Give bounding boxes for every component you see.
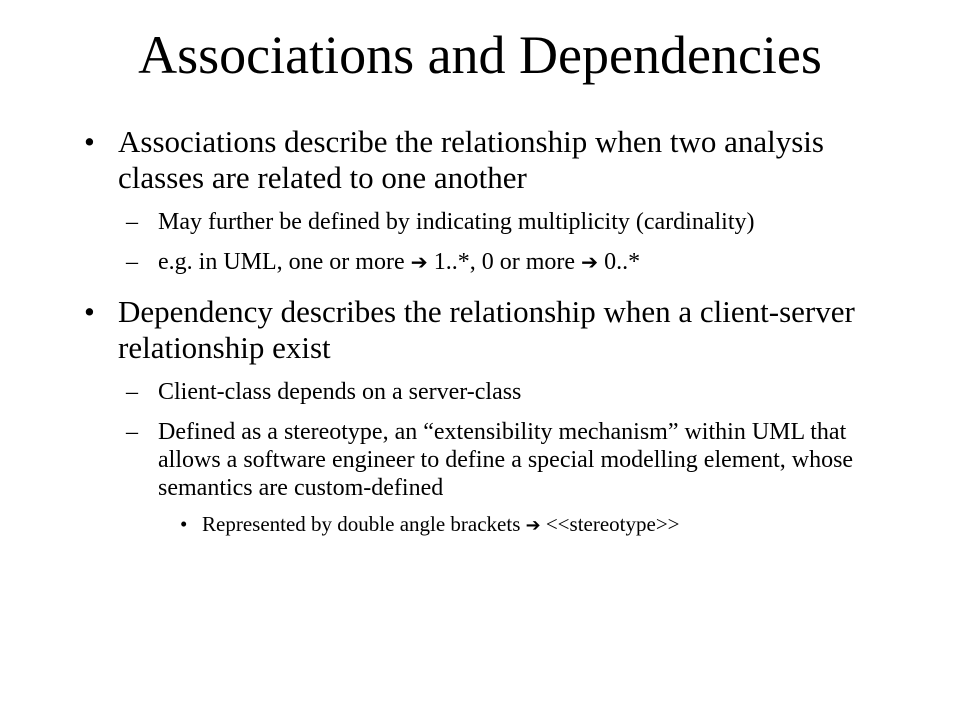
bullet-dependency <box>80 294 890 366</box>
sub-bullet-text: Client-class depends on a server-class <box>158 379 522 405</box>
dash-marker: – <box>126 379 138 405</box>
slide-title: Associations and Dependencies <box>138 25 822 85</box>
sub-bullet-text: Defined as a stereotype, an “extensibility mechanism” within UML that allows a software engineer to define a special modelling element, whose semantics are custom-defined <box>158 419 854 501</box>
dash-marker: – <box>126 419 138 445</box>
right-arrow-icon: ➔ <box>525 515 541 536</box>
bullet-dot: • <box>84 294 95 329</box>
sub-sub-bullet-text-part2: <<stereotype>> <box>545 512 680 536</box>
sub-bullet-multiplicity <box>80 208 890 236</box>
bullet-text: Dependency describes the relationship when a client-server relationship exist <box>118 294 855 365</box>
sub-bullet-text-part2: 1..*, 0 or more <box>433 249 576 275</box>
right-arrow-icon: ➔ <box>410 250 428 274</box>
sub-bullet-client-class <box>80 378 890 406</box>
sub-bullet-text-part1: e.g. in UML, one or more <box>158 249 405 275</box>
sub-bullet-text: May further be defined by indicating multiplicity (cardinality) <box>158 209 755 235</box>
bullet-associations <box>80 124 890 196</box>
sub-sub-bullet-represented <box>80 512 890 538</box>
sub-bullet-text-part3: 0..* <box>604 249 641 275</box>
bullet-dot: • <box>180 512 188 536</box>
slide-content <box>80 116 890 538</box>
sub-sub-bullet-text-part1: Represented by double angle brackets <box>202 512 521 536</box>
bullet-dot: • <box>84 124 95 159</box>
right-arrow-icon: ➔ <box>581 250 599 274</box>
dash-marker: – <box>126 209 138 235</box>
bullet-text: Associations describe the relationship when two analysis classes are related to one another <box>118 124 824 195</box>
sub-bullet-uml-example <box>80 248 890 276</box>
dash-marker: – <box>126 249 138 275</box>
sub-bullet-stereotype <box>80 418 890 502</box>
